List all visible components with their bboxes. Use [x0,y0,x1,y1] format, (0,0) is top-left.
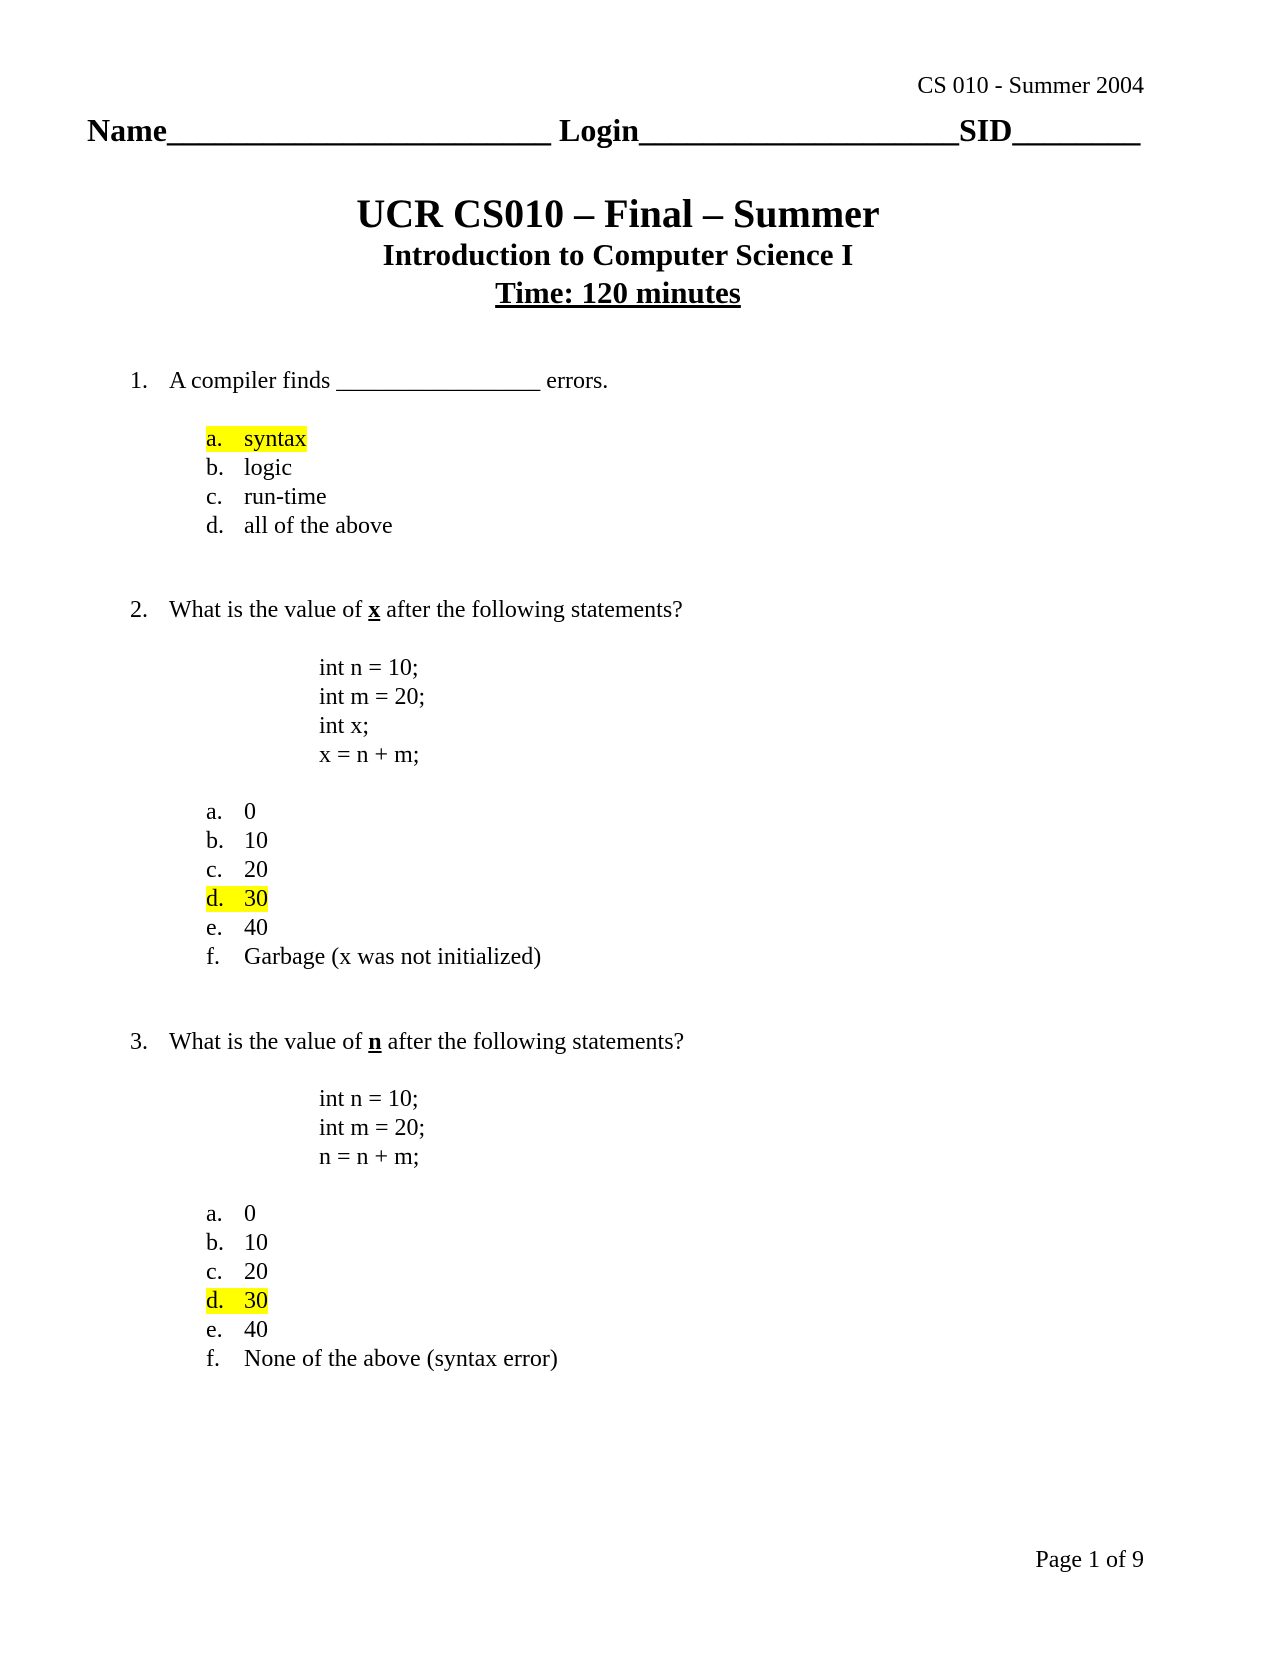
option-letter: a. [206,799,223,825]
answer-highlight [206,426,307,452]
option-f [206,1345,558,1374]
question-3 [130,1028,684,1056]
option-letter: d. [206,1288,224,1314]
question-number: 2. [130,597,148,623]
option-text: 10 [244,828,268,854]
option-text: 0 [244,799,256,825]
option-text: 30 [244,886,268,912]
option-letter: d. [206,886,224,912]
question-text: A compiler finds _________________ errors. [169,368,609,394]
question-1-options [206,425,393,541]
option-c [206,856,541,885]
option-text: None of the above (syntax error) [244,1346,558,1372]
option-c [206,483,393,512]
question-number: 1. [130,368,148,394]
question-1 [130,367,608,395]
option-text: 40 [244,915,268,941]
code-line: n = n + m; [319,1144,420,1170]
answer-highlight [206,1288,268,1314]
option-d [206,885,541,914]
option-e [206,914,541,943]
question-3-options [206,1200,558,1374]
exam-time: Time: 120 minutes [495,275,741,310]
page-header: CS 010 - Summer 2004 [917,73,1144,99]
option-letter: a. [206,426,223,452]
login-field: Login____________________ [558,112,959,148]
option-text: 10 [244,1230,268,1256]
option-text: 20 [244,857,268,883]
code-line: x = n + m; [319,742,420,768]
question-number: 3. [130,1029,148,1055]
answer-highlight [206,886,268,912]
option-b [206,1229,558,1258]
option-b [206,454,393,483]
code-line: int x; [319,713,370,739]
option-b [206,827,541,856]
option-e [206,1316,558,1345]
option-text: Garbage (x was not initialized) [244,944,542,970]
option-letter: e. [206,915,223,941]
option-letter: a. [206,1201,223,1227]
option-text: 0 [244,1201,256,1227]
option-letter: e. [206,1317,223,1343]
option-c [206,1258,558,1287]
option-letter: f. [206,944,220,970]
option-d [206,512,393,541]
option-text: 20 [244,1259,268,1285]
option-letter: b. [206,1230,224,1256]
option-text: syntax [244,426,307,452]
question-variable: n [368,1029,382,1055]
student-fields [87,114,1140,146]
option-letter: c. [206,1259,223,1285]
option-text: logic [244,455,292,481]
code-line: int m = 20; [319,684,426,710]
option-a [206,798,541,827]
question-2-code [319,654,425,770]
sid-field: SID________ [959,112,1141,148]
option-letter: b. [206,828,224,854]
option-letter: d. [206,513,224,539]
question-text-after: after the following statements? [381,1029,685,1055]
code-line: int n = 10; [319,1086,419,1112]
code-line: int m = 20; [319,1115,426,1141]
option-d [206,1287,558,1316]
option-letter: b. [206,455,224,481]
option-letter: f. [206,1346,220,1372]
option-text: run-time [244,484,327,510]
option-text: 30 [244,1288,268,1314]
exam-title: UCR CS010 – Final – Summer [356,191,880,236]
option-a [206,1200,558,1229]
title-block [0,192,1236,312]
question-text-after: after the following statements? [380,597,683,623]
question-3-code [319,1085,425,1172]
question-text: What is the value of [169,597,369,623]
code-line: int n = 10; [319,655,419,681]
option-letter: c. [206,857,223,883]
option-text: all of the above [244,513,393,539]
page-footer: Page 1 of 9 [1035,1547,1144,1573]
exam-subtitle: Introduction to Computer Science I [382,237,854,272]
option-letter: c. [206,484,223,510]
name-field: Name________________________ [87,112,551,148]
question-2 [130,596,683,624]
question-2-options [206,798,541,972]
option-a [206,425,393,454]
question-text: What is the value of [169,1029,369,1055]
option-text: 40 [244,1317,268,1343]
question-variable: x [368,597,381,623]
option-f [206,943,541,972]
